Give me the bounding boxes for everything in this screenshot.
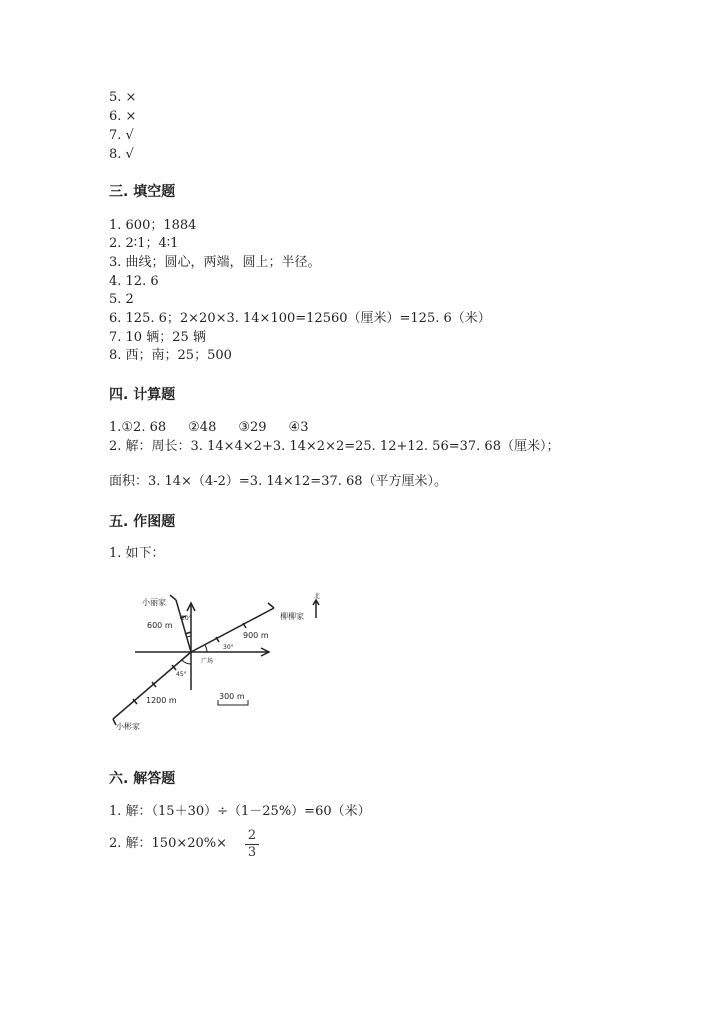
calc-answer: ④3 <box>288 420 309 435</box>
path-to-xiaobin <box>113 652 191 719</box>
liuliu-tick <box>243 623 246 628</box>
label-xiaobin: 小彬家 <box>116 722 140 731</box>
angle-arc-30 <box>205 645 207 652</box>
xiaobin-marker <box>113 719 116 725</box>
liuliu-marker <box>268 603 274 608</box>
answer-fraction <box>245 829 259 860</box>
judge-item: 5. × <box>109 90 137 105</box>
calc-item-2: 2. 解：周长：3. 14×4×2+3. 14×2×2=25. 12+12. 56=37. 68（厘米）； <box>109 439 560 454</box>
section-heading-draw: 五. 作图题 <box>109 514 176 530</box>
answer-item-2: 2. 解：150×20%× <box>109 836 228 851</box>
calc-answer: ②48 <box>188 420 217 435</box>
xiaobin-tick <box>133 699 137 704</box>
label-angle-30: 30° <box>223 644 234 651</box>
liuliu-tick <box>216 637 219 642</box>
path-to-liuliu <box>191 608 274 652</box>
fraction-numerator: 2 <box>247 828 257 843</box>
fill-item: 1. 600；1884 <box>109 218 197 233</box>
fill-item: 6. 125. 6；2×20×3. 14×100=12560（厘米）=125. 6（米） <box>109 311 491 326</box>
section-heading-fill: 三. 填空题 <box>109 184 176 200</box>
label-1200m: 1200 m <box>146 696 177 705</box>
xiaoli-tick <box>180 616 186 618</box>
label-900m: 900 m <box>243 631 269 640</box>
calc-answer: ①2. 68 <box>121 420 167 435</box>
judge-item: 7. √ <box>109 128 134 143</box>
label-angle-20: 20° <box>181 615 192 622</box>
calc-answer: ③29 <box>238 420 267 435</box>
label-liuliu: 柳柳家 <box>280 612 304 621</box>
xiaobin-tick <box>172 665 176 670</box>
answer-item-1: 1. 解：（15＋30）÷（1－25%）=60（米） <box>109 804 371 819</box>
fraction-denominator: 3 <box>247 845 257 860</box>
label-xiaoli: 小丽家 <box>142 598 166 607</box>
draw-item-1: 1. 如下： <box>109 546 165 561</box>
judge-item: 8. √ <box>109 147 134 162</box>
label-square: 广场 <box>201 658 214 665</box>
section-heading-answer: 六. 解答题 <box>109 771 176 787</box>
scale-bar <box>218 700 248 705</box>
east-axis-arrow <box>261 648 269 656</box>
fill-item: 3. 曲线；圆心，两端，圆上；半径。 <box>109 255 321 270</box>
calc-item-2-area: 面积：3. 14×（4-2）=3. 14×12=37. 68（平方厘米）。 <box>109 474 448 489</box>
xiaoli-marker <box>170 595 176 600</box>
calc-item-1-prefix: 1. <box>109 420 122 435</box>
xiaobin-tick <box>152 682 156 687</box>
label-scale: 300 m <box>219 692 245 701</box>
fill-item: 2. 2∶1；4∶1 <box>109 236 179 251</box>
north-arrow-head <box>313 600 319 605</box>
path-to-xiaoli <box>176 600 191 652</box>
label-north: 北 <box>314 593 321 600</box>
label-600m: 600 m <box>147 621 173 630</box>
fill-item: 5. 2 <box>109 292 134 307</box>
angle-arc-20 <box>187 636 191 637</box>
fill-item: 4. 12. 6 <box>109 274 159 289</box>
label-angle-45: 45° <box>176 671 187 678</box>
fill-item: 7. 10 辆；25 辆 <box>109 330 206 345</box>
north-axis-arrow <box>187 603 195 611</box>
section-heading-calc: 四. 计算题 <box>109 387 176 403</box>
calc-item-1 <box>109 420 308 436</box>
angle-arc-45 <box>182 660 191 664</box>
xiaoli-tick <box>185 632 191 634</box>
fill-item: 8. 西；南；25；500 <box>109 348 232 363</box>
judge-item: 6. × <box>109 109 137 124</box>
